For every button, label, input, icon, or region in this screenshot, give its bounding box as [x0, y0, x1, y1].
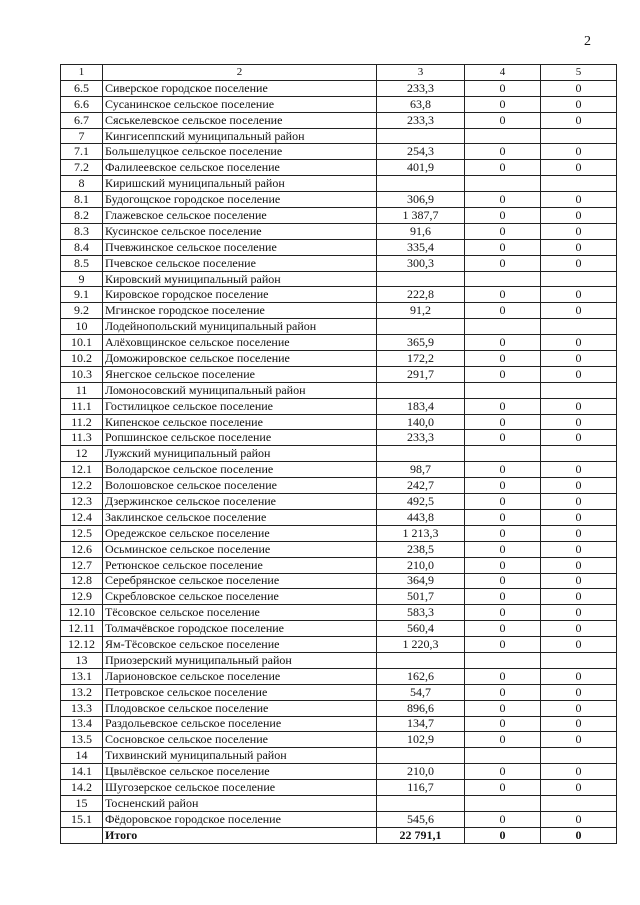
table-row — [61, 335, 617, 351]
row-col4: 0 — [465, 430, 541, 446]
row-name: Ропшинское сельское поселение — [103, 430, 377, 446]
row-name: Янегское сельское поселение — [103, 366, 377, 382]
row-value: 98,7 — [377, 462, 465, 478]
row-name: Сусанинское сельское поселение — [103, 96, 377, 112]
data-table — [60, 64, 617, 844]
row-value: 501,7 — [377, 589, 465, 605]
row-col5 — [541, 795, 617, 811]
row-col5: 0 — [541, 732, 617, 748]
row-value — [377, 748, 465, 764]
row-col5: 0 — [541, 96, 617, 112]
column-header: 3 — [377, 65, 465, 81]
row-value: 1 213,3 — [377, 525, 465, 541]
total-row — [61, 827, 617, 843]
row-col4: 0 — [465, 700, 541, 716]
row-value: 545,6 — [377, 811, 465, 827]
table-row — [61, 351, 617, 367]
table-row — [61, 430, 617, 446]
row-col4 — [465, 652, 541, 668]
table-row — [61, 541, 617, 557]
row-value: 63,8 — [377, 96, 465, 112]
row-number: 8.4 — [61, 239, 103, 255]
row-number: 12.4 — [61, 509, 103, 525]
table-row — [61, 637, 617, 653]
total-number — [61, 827, 103, 843]
row-col4: 0 — [465, 144, 541, 160]
row-number: 11.1 — [61, 398, 103, 414]
row-number: 10.3 — [61, 366, 103, 382]
row-col5: 0 — [541, 208, 617, 224]
table-row — [61, 112, 617, 128]
row-name: Оредежское сельское поселение — [103, 525, 377, 541]
total-col4: 0 — [465, 827, 541, 843]
row-name: Ларионовское сельское поселение — [103, 668, 377, 684]
row-col4 — [465, 446, 541, 462]
table-row — [61, 414, 617, 430]
row-name: Заклинское сельское поселение — [103, 509, 377, 525]
row-number: 11.3 — [61, 430, 103, 446]
row-name: Кировское городское поселение — [103, 287, 377, 303]
row-number: 14.2 — [61, 780, 103, 796]
row-col4: 0 — [465, 112, 541, 128]
row-value: 162,6 — [377, 668, 465, 684]
row-col4: 0 — [465, 192, 541, 208]
row-value: 306,9 — [377, 192, 465, 208]
table-row — [61, 621, 617, 637]
page-number: 2 — [584, 34, 591, 49]
row-value: 242,7 — [377, 478, 465, 494]
row-col5 — [541, 128, 617, 144]
row-name: Дзержинское сельское поселение — [103, 494, 377, 510]
row-col5: 0 — [541, 462, 617, 478]
table-row — [61, 811, 617, 827]
row-col4: 0 — [465, 716, 541, 732]
row-col4 — [465, 382, 541, 398]
row-name: Тосненский район — [103, 795, 377, 811]
row-col5 — [541, 446, 617, 462]
row-col5: 0 — [541, 621, 617, 637]
row-number: 12.8 — [61, 573, 103, 589]
row-name: Толмачёвское городское поселение — [103, 621, 377, 637]
row-value: 1 220,3 — [377, 637, 465, 653]
row-name: Будогощское городское поселение — [103, 192, 377, 208]
row-name: Глажевское сельское поселение — [103, 208, 377, 224]
row-name: Киришский муниципальный район — [103, 176, 377, 192]
row-name: Фалилеевское сельское поселение — [103, 160, 377, 176]
table-row — [61, 271, 617, 287]
row-name: Гостилицкое сельское поселение — [103, 398, 377, 414]
row-name: Осьминское сельское поселение — [103, 541, 377, 557]
row-name: Раздольевское сельское поселение — [103, 716, 377, 732]
row-number: 13.3 — [61, 700, 103, 716]
table-row — [61, 382, 617, 398]
table-row — [61, 478, 617, 494]
table-row — [61, 303, 617, 319]
row-col4: 0 — [465, 780, 541, 796]
row-name: Большелуцкое сельское поселение — [103, 144, 377, 160]
row-col4: 0 — [465, 366, 541, 382]
table-row — [61, 192, 617, 208]
row-value — [377, 128, 465, 144]
row-number: 8.1 — [61, 192, 103, 208]
row-number: 12.9 — [61, 589, 103, 605]
row-col5: 0 — [541, 430, 617, 446]
row-value — [377, 382, 465, 398]
row-col5: 0 — [541, 255, 617, 271]
row-col4: 0 — [465, 223, 541, 239]
row-name: Серебрянское сельское поселение — [103, 573, 377, 589]
row-number: 11.2 — [61, 414, 103, 430]
row-value: 91,2 — [377, 303, 465, 319]
row-value — [377, 652, 465, 668]
table-header-row — [61, 65, 617, 81]
column-header: 2 — [103, 65, 377, 81]
row-number: 12.6 — [61, 541, 103, 557]
row-value: 300,3 — [377, 255, 465, 271]
row-value: 492,5 — [377, 494, 465, 510]
row-col5 — [541, 319, 617, 335]
row-col4: 0 — [465, 811, 541, 827]
table-row — [61, 223, 617, 239]
row-col5: 0 — [541, 557, 617, 573]
row-name: Мгинское городское поселение — [103, 303, 377, 319]
row-col5: 0 — [541, 287, 617, 303]
row-name: Кусинское сельское поселение — [103, 223, 377, 239]
row-col4: 0 — [465, 335, 541, 351]
row-col4 — [465, 128, 541, 144]
row-value: 140,0 — [377, 414, 465, 430]
row-col5: 0 — [541, 366, 617, 382]
row-col4: 0 — [465, 732, 541, 748]
row-number: 12 — [61, 446, 103, 462]
table-row — [61, 287, 617, 303]
table-row — [61, 509, 617, 525]
row-name: Ломоносовский муниципальный район — [103, 382, 377, 398]
table-row — [61, 366, 617, 382]
row-col5: 0 — [541, 811, 617, 827]
row-value: 560,4 — [377, 621, 465, 637]
row-col5 — [541, 748, 617, 764]
row-name: Лужский муниципальный район — [103, 446, 377, 462]
row-col4: 0 — [465, 494, 541, 510]
table-row — [61, 525, 617, 541]
row-col5: 0 — [541, 192, 617, 208]
row-name: Тихвинский муниципальный район — [103, 748, 377, 764]
row-number: 13.4 — [61, 716, 103, 732]
row-col4: 0 — [465, 255, 541, 271]
table-row — [61, 208, 617, 224]
row-value: 233,3 — [377, 430, 465, 446]
row-col4: 0 — [465, 208, 541, 224]
row-col4 — [465, 748, 541, 764]
table-row — [61, 96, 617, 112]
table-row — [61, 716, 617, 732]
row-value: 134,7 — [377, 716, 465, 732]
row-number: 6.6 — [61, 96, 103, 112]
row-value: 172,2 — [377, 351, 465, 367]
row-number: 8.3 — [61, 223, 103, 239]
row-col4: 0 — [465, 398, 541, 414]
row-value — [377, 271, 465, 287]
row-col5: 0 — [541, 525, 617, 541]
row-name: Цвылёвское сельское поселение — [103, 764, 377, 780]
row-col5: 0 — [541, 573, 617, 589]
row-value: 401,9 — [377, 160, 465, 176]
row-number: 15.1 — [61, 811, 103, 827]
table-row — [61, 573, 617, 589]
row-number: 8 — [61, 176, 103, 192]
row-col5: 0 — [541, 716, 617, 732]
row-col5: 0 — [541, 239, 617, 255]
row-col4: 0 — [465, 605, 541, 621]
row-col4: 0 — [465, 764, 541, 780]
table-row — [61, 780, 617, 796]
row-value: 583,3 — [377, 605, 465, 621]
table-row — [61, 176, 617, 192]
table-row — [61, 80, 617, 96]
row-number: 10.2 — [61, 351, 103, 367]
row-number: 9.2 — [61, 303, 103, 319]
table-row — [61, 732, 617, 748]
table-row — [61, 144, 617, 160]
table-row — [61, 494, 617, 510]
row-number: 12.5 — [61, 525, 103, 541]
row-value: 222,8 — [377, 287, 465, 303]
row-col4: 0 — [465, 509, 541, 525]
row-name: Ям-Тёсовское сельское поселение — [103, 637, 377, 653]
row-number: 6.7 — [61, 112, 103, 128]
table-row — [61, 700, 617, 716]
row-col5: 0 — [541, 335, 617, 351]
row-col5: 0 — [541, 637, 617, 653]
row-value: 335,4 — [377, 239, 465, 255]
row-number: 7.2 — [61, 160, 103, 176]
row-name: Кипенское сельское поселение — [103, 414, 377, 430]
row-value: 210,0 — [377, 557, 465, 573]
row-name: Пчевское сельское поселение — [103, 255, 377, 271]
row-col4 — [465, 271, 541, 287]
table-row — [61, 764, 617, 780]
row-name: Шугозерское сельское поселение — [103, 780, 377, 796]
row-value: 91,6 — [377, 223, 465, 239]
table-row — [61, 462, 617, 478]
row-col4 — [465, 176, 541, 192]
row-col4: 0 — [465, 557, 541, 573]
table-row — [61, 589, 617, 605]
row-number: 11 — [61, 382, 103, 398]
row-number: 9.1 — [61, 287, 103, 303]
table-row — [61, 128, 617, 144]
row-number: 14.1 — [61, 764, 103, 780]
table-row — [61, 160, 617, 176]
row-number: 10 — [61, 319, 103, 335]
row-value: 364,9 — [377, 573, 465, 589]
row-col5: 0 — [541, 509, 617, 525]
row-number: 12.1 — [61, 462, 103, 478]
row-value: 233,3 — [377, 112, 465, 128]
row-col4: 0 — [465, 303, 541, 319]
row-number: 13.1 — [61, 668, 103, 684]
table-row — [61, 748, 617, 764]
row-col5: 0 — [541, 589, 617, 605]
row-name: Тёсовское сельское поселение — [103, 605, 377, 621]
row-value: 365,9 — [377, 335, 465, 351]
row-col4: 0 — [465, 287, 541, 303]
row-number: 6.5 — [61, 80, 103, 96]
row-name: Лодейнопольский муниципальный район — [103, 319, 377, 335]
row-number: 12.12 — [61, 637, 103, 653]
row-number: 7.1 — [61, 144, 103, 160]
row-col5 — [541, 176, 617, 192]
row-col4: 0 — [465, 478, 541, 494]
row-name: Скребловское сельское поселение — [103, 589, 377, 605]
row-col5: 0 — [541, 223, 617, 239]
row-col5 — [541, 652, 617, 668]
row-name: Плодовское сельское поселение — [103, 700, 377, 716]
row-value — [377, 176, 465, 192]
row-value: 116,7 — [377, 780, 465, 796]
row-col5: 0 — [541, 605, 617, 621]
row-col4: 0 — [465, 668, 541, 684]
row-name: Володарское сельское поселение — [103, 462, 377, 478]
row-col5: 0 — [541, 494, 617, 510]
table-row — [61, 684, 617, 700]
row-col4: 0 — [465, 525, 541, 541]
row-col5 — [541, 271, 617, 287]
table-row — [61, 446, 617, 462]
row-number: 10.1 — [61, 335, 103, 351]
row-name: Сосновское сельское поселение — [103, 732, 377, 748]
row-col4 — [465, 795, 541, 811]
row-col5: 0 — [541, 144, 617, 160]
row-number: 12.7 — [61, 557, 103, 573]
row-name: Алёховщинское сельское поселение — [103, 335, 377, 351]
row-value — [377, 795, 465, 811]
row-col5: 0 — [541, 478, 617, 494]
row-number: 12.10 — [61, 605, 103, 621]
row-value: 183,4 — [377, 398, 465, 414]
row-value: 102,9 — [377, 732, 465, 748]
row-name: Приозерский муниципальный район — [103, 652, 377, 668]
row-number: 13 — [61, 652, 103, 668]
row-col5: 0 — [541, 684, 617, 700]
row-col4: 0 — [465, 462, 541, 478]
row-name: Ретюнское сельское поселение — [103, 557, 377, 573]
table-row — [61, 398, 617, 414]
row-col4: 0 — [465, 239, 541, 255]
row-col5: 0 — [541, 764, 617, 780]
table-row — [61, 652, 617, 668]
row-col4: 0 — [465, 684, 541, 700]
row-col4: 0 — [465, 637, 541, 653]
row-col4: 0 — [465, 589, 541, 605]
table-row — [61, 668, 617, 684]
row-value: 896,6 — [377, 700, 465, 716]
row-col5: 0 — [541, 541, 617, 557]
table-row — [61, 605, 617, 621]
row-col5: 0 — [541, 780, 617, 796]
column-header: 1 — [61, 65, 103, 81]
row-col4: 0 — [465, 80, 541, 96]
row-number: 8.5 — [61, 255, 103, 271]
row-number: 12.2 — [61, 478, 103, 494]
row-value: 254,3 — [377, 144, 465, 160]
row-value — [377, 319, 465, 335]
row-number: 15 — [61, 795, 103, 811]
row-col5: 0 — [541, 303, 617, 319]
row-name: Сяськелевское сельское поселение — [103, 112, 377, 128]
row-col4 — [465, 319, 541, 335]
row-number: 13.2 — [61, 684, 103, 700]
row-col5: 0 — [541, 398, 617, 414]
row-number: 12.3 — [61, 494, 103, 510]
table-row — [61, 319, 617, 335]
table-row — [61, 239, 617, 255]
row-number: 7 — [61, 128, 103, 144]
row-col4: 0 — [465, 414, 541, 430]
row-name: Петровское сельское поселение — [103, 684, 377, 700]
row-col5: 0 — [541, 351, 617, 367]
row-value: 54,7 — [377, 684, 465, 700]
row-col4: 0 — [465, 96, 541, 112]
row-name: Волошовское сельское поселение — [103, 478, 377, 494]
row-col4: 0 — [465, 351, 541, 367]
row-col5: 0 — [541, 80, 617, 96]
row-col5: 0 — [541, 668, 617, 684]
row-value: 210,0 — [377, 764, 465, 780]
row-number: 9 — [61, 271, 103, 287]
total-value: 22 791,1 — [377, 827, 465, 843]
row-number: 8.2 — [61, 208, 103, 224]
column-header: 4 — [465, 65, 541, 81]
row-value: 1 387,7 — [377, 208, 465, 224]
table-row — [61, 557, 617, 573]
row-col5: 0 — [541, 112, 617, 128]
row-number: 14 — [61, 748, 103, 764]
row-name: Доможировское сельское поселение — [103, 351, 377, 367]
row-col5: 0 — [541, 700, 617, 716]
row-number: 12.11 — [61, 621, 103, 637]
row-col5: 0 — [541, 414, 617, 430]
row-name: Пчевжинское сельское поселение — [103, 239, 377, 255]
total-label: Итого — [103, 827, 377, 843]
row-col4: 0 — [465, 160, 541, 176]
row-col4: 0 — [465, 541, 541, 557]
row-col4: 0 — [465, 573, 541, 589]
table-row — [61, 255, 617, 271]
total-col5: 0 — [541, 827, 617, 843]
column-header: 5 — [541, 65, 617, 81]
row-name: Сиверское городское поселение — [103, 80, 377, 96]
row-number: 13.5 — [61, 732, 103, 748]
row-value: 233,3 — [377, 80, 465, 96]
row-value: 238,5 — [377, 541, 465, 557]
row-col5 — [541, 382, 617, 398]
row-name: Фёдоровское городское поселение — [103, 811, 377, 827]
row-name: Кингисеппский муниципальный район — [103, 128, 377, 144]
row-value: 291,7 — [377, 366, 465, 382]
row-value: 443,8 — [377, 509, 465, 525]
row-col5: 0 — [541, 160, 617, 176]
row-value — [377, 446, 465, 462]
row-col4: 0 — [465, 621, 541, 637]
table-row — [61, 795, 617, 811]
row-name: Кировский муниципальный район — [103, 271, 377, 287]
